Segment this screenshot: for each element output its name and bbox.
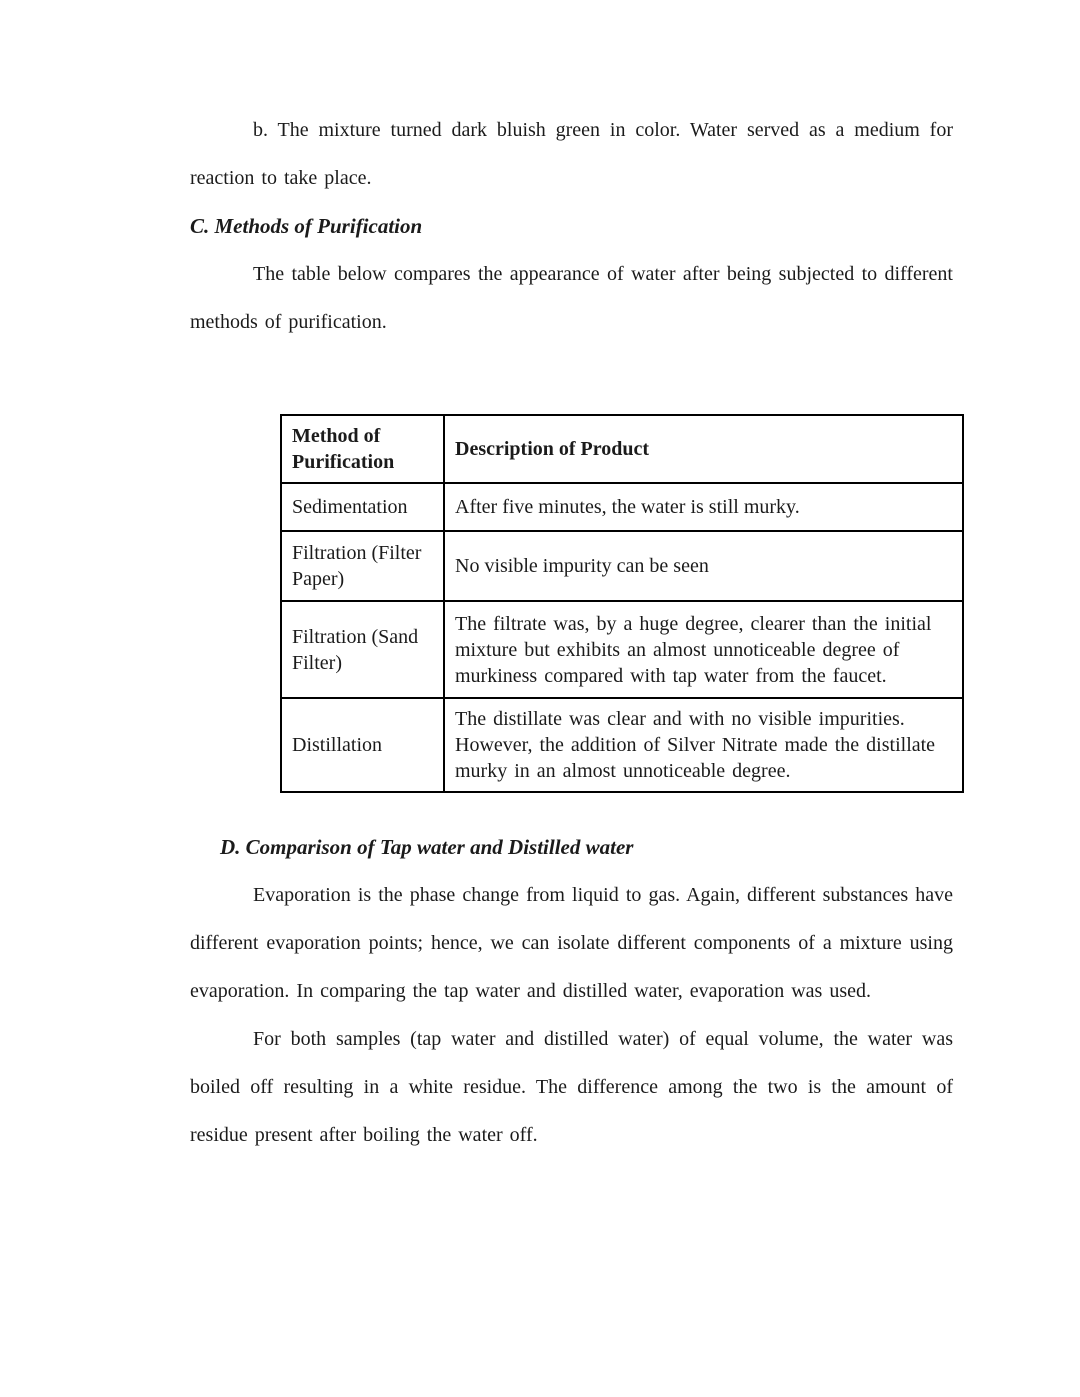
paragraph-table-intro: The table below compares the appearance of water after being subjected to different methods of purification. <box>190 263 953 333</box>
table-row <box>281 483 963 531</box>
method-cell: Filtration (Sand Filter) <box>281 601 444 698</box>
heading-comparison-tap-distilled: D. Comparison of Tap water and Distilled water <box>220 835 634 859</box>
method-cell: Filtration (Filter Paper) <box>281 531 444 601</box>
heading-methods-of-purification: C. Methods of Purification <box>190 214 423 238</box>
purification-table <box>280 414 964 793</box>
column-header-description: Description of Product <box>444 415 963 483</box>
paragraph-evaporation: Evaporation is the phase change from liquid to gas. Again, different substances have different evaporation points; hence, we can isolate different components of a mixture using evaporation. In comparing the tap water and distilled water, evaporation was used. <box>190 884 953 1002</box>
table-row <box>281 698 963 792</box>
method-cell: Distillation <box>281 698 444 792</box>
method-cell: Sedimentation <box>281 483 444 531</box>
column-header-method: Method of Purification <box>281 415 444 483</box>
paragraph-samples-residue: For both samples (tap water and distilled water) of equal volume, the water was boiled off resulting in a white residue. The difference among the two is the amount of residue present after boiling the water off. <box>190 1028 953 1146</box>
paragraph-mixture-observation: b. The mixture turned dark bluish green in color. Water served as a medium for reaction to take place. <box>190 119 953 189</box>
table-row <box>281 531 963 601</box>
table-row <box>281 601 963 698</box>
table-header-row <box>281 415 963 483</box>
description-cell: No visible impurity can be seen <box>444 531 963 601</box>
description-cell: The distillate was clear and with no visible impurities. However, the addition of Silver Nitrate made the distillate murky in an almost unnoticeable degree. <box>444 698 963 792</box>
description-cell: The filtrate was, by a huge degree, clearer than the initial mixture but exhibits an almost unnoticeable degree of murkiness compared with tap water from the faucet. <box>444 601 963 698</box>
description-cell: After five minutes, the water is still murky. <box>444 483 963 531</box>
